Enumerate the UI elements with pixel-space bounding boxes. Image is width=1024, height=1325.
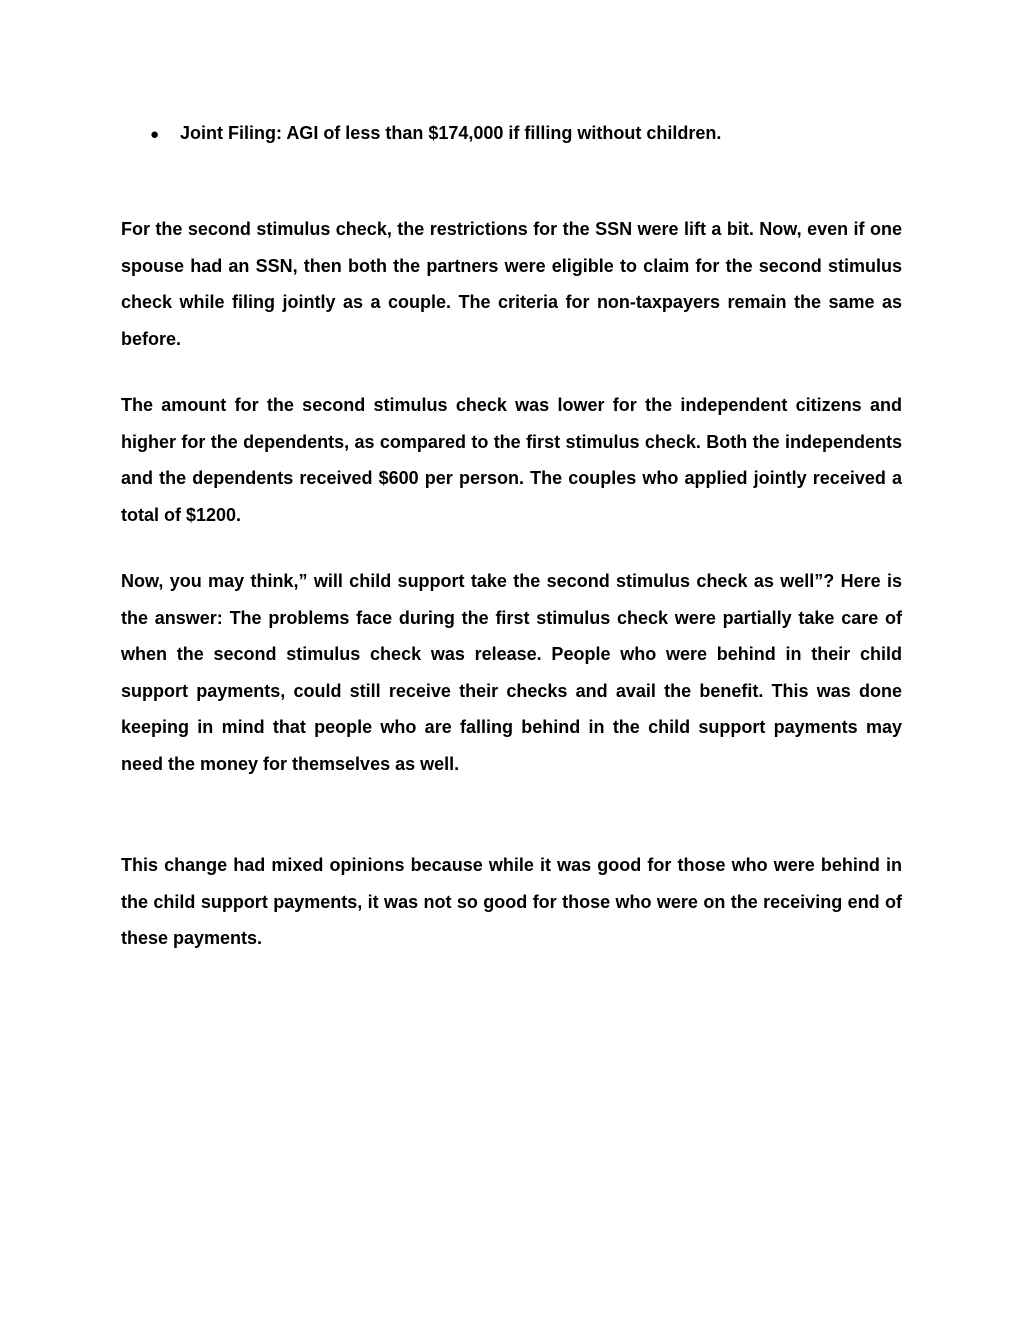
paragraph-ssn-restrictions: For the second stimulus check, the restrictions for the SSN were lift a bit. Now, even if one spouse had an SSN, then both the partners were eligible to claim for the second stimulus check while filing jointly as a couple. The criteria for non-taxpayers remain the same as before. [121,219,902,349]
bullet-text: Joint Filing: AGI of less than $174,000 if filling without children. [180,123,722,143]
paragraph-child-support: Now, you may think,” will child support take the second stimulus check as well”? Here is the answer: The problems face during the first stimulus check were partially take care of when the second stimulus check was release. People who were behind in their child support payments, could still receive their checks and avail the benefit. This was done keeping in mind that people who are falling behind in the child support payments may need the money for themselves as well. [121,571,902,774]
paragraph-mixed-opinions: This change had mixed opinions because while it was good for those who were behind in the child support payments, it was not so good for those who were on the receiving end of these payments. [121,855,902,948]
paragraph-stimulus-amount: The amount for the second stimulus check was lower for the independent citizens and higher for the dependents, as compared to the first stimulus check. Both the independents and the dependents received $600 per person. The couples who applied jointly received a total of $1200. [121,395,902,525]
bullet-list-item [150,121,910,147]
bullet-marker: ● [150,126,160,143]
